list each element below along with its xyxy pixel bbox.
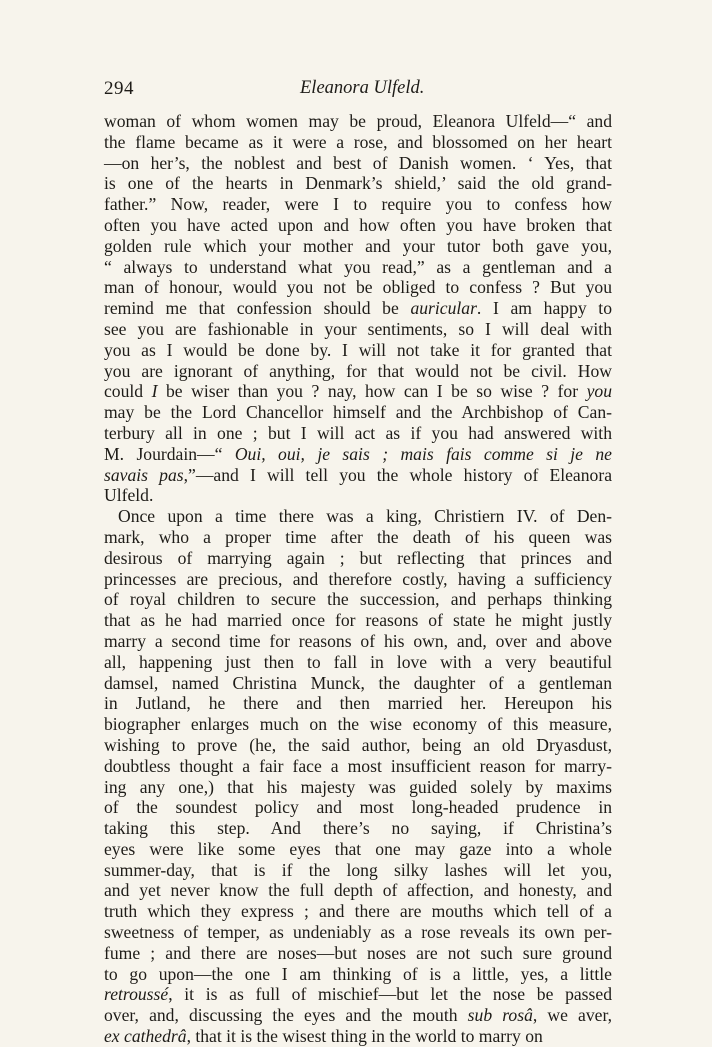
text-line: desirous of marrying again ; but reflecting that princes and <box>104 547 612 568</box>
text-line: you as I would be done by. I will not take it for granted that <box>104 339 612 360</box>
text-line: Ulfeld. <box>104 485 154 506</box>
text-line: over, and, discussing the eyes and the mouth sub rosâ, we aver, <box>104 1005 612 1026</box>
text-line: all, happening just then to fall in love with a very beautiful <box>104 651 612 672</box>
text-line: ex cathedrâ, that it is the wisest thing in the world to marry on <box>104 1026 543 1047</box>
text-line: doubtless thought a fair face a most insufficient reason for marry- <box>104 755 612 776</box>
text-line: man of honour, would you not be obliged to confess ? But you <box>104 277 612 298</box>
text-line: terbury all in one ; but I will act as if you had answered with <box>104 422 612 443</box>
text-line: that as he had married once for reasons of state he might justly <box>104 610 612 631</box>
text-line: may be the Lord Chancellor himself and the Archbishop of Can- <box>104 402 612 423</box>
text-line: often you have acted upon and how often you have broken that <box>104 214 612 235</box>
text-line: marry a second time for reasons of his own, and, over and above <box>104 630 612 651</box>
text-line: fume ; and there are noses—but noses are not such sure ground <box>104 942 612 963</box>
text-line: is one of the hearts in Denmark’s shield,’ said the old grand- <box>104 173 612 194</box>
text-line: princesses are precious, and therefore costly, having a sufficiency <box>104 568 612 589</box>
text-line: summer-day, that is if the long silky lashes will let you, <box>104 859 612 880</box>
text-line: see you are fashionable in your sentiments, so I will deal with <box>104 318 612 339</box>
text-line: “ always to understand what you read,” as a gentleman and a <box>104 256 612 277</box>
text-line: in Jutland, he there and then married her. Hereupon his <box>104 693 612 714</box>
text-line: savais pas,”—and I will tell you the whole history of Eleanora <box>104 464 612 485</box>
text-line: wishing to prove (he, the said author, being an old Dryasdust, <box>104 734 612 755</box>
paragraph <box>104 111 612 506</box>
text-line: ing any one,) that his majesty was guided solely by maxims <box>104 776 612 797</box>
running-title: Eleanora Ulfeld. <box>300 78 425 98</box>
text-line: Once upon a time there was a king, Christiern IV. of Den- <box>118 506 612 527</box>
text-line: sweetness of temper, as undeniably as a rose reveals its own per- <box>104 922 612 943</box>
page-header <box>104 78 612 108</box>
book-page <box>104 78 612 1047</box>
text-line: mark, who a proper time after the death of his queen was <box>104 526 612 547</box>
text-line: woman of whom women may be proud, Eleanora Ulfeld—“ and <box>104 111 612 131</box>
text-line: of royal children to secure the succession, and perhaps thinking <box>104 589 612 610</box>
text-line: damsel, named Christina Munck, the daughter of a gentleman <box>104 672 612 693</box>
text-line: taking this step. And there’s no saying, if Christina’s <box>104 818 612 839</box>
page-number: 294 <box>104 78 134 99</box>
text-line: to go upon—the one I am thinking of is a little, yes, a little <box>104 963 612 984</box>
text-line: biographer enlarges much on the wise economy of this measure, <box>104 714 612 735</box>
body-text <box>104 111 612 1047</box>
text-line: truth which they express ; and there are mouths which tell of a <box>104 901 612 922</box>
text-line: eyes were like some eyes that one may gaze into a whole <box>104 838 612 859</box>
text-line: —on her’s, the noblest and best of Danish women. ‘ Yes, that <box>104 152 612 173</box>
text-line: and yet never know the full depth of affection, and honesty, and <box>104 880 612 901</box>
text-line: remind me that confession should be auricular. I am happy to <box>104 298 612 319</box>
text-line: golden rule which your mother and your tutor both gave you, <box>104 235 612 256</box>
text-line: you are ignorant of anything, for that would not be civil. How <box>104 360 612 381</box>
text-line: M. Jourdain—“ Oui, oui, je sais ; mais fais comme si je ne <box>104 443 612 464</box>
text-line: could I be wiser than you ? nay, how can I be so wise ? for you <box>104 381 612 402</box>
paragraph <box>104 506 612 1047</box>
text-line: retroussé, it is as full of mischief—but let the nose be passed <box>104 984 612 1005</box>
text-line: the flame became as it were a rose, and blossomed on her heart <box>104 131 612 152</box>
text-line: father.” Now, reader, were I to require you to confess how <box>104 194 612 215</box>
text-line: of the soundest policy and most long-headed prudence in <box>104 797 612 818</box>
